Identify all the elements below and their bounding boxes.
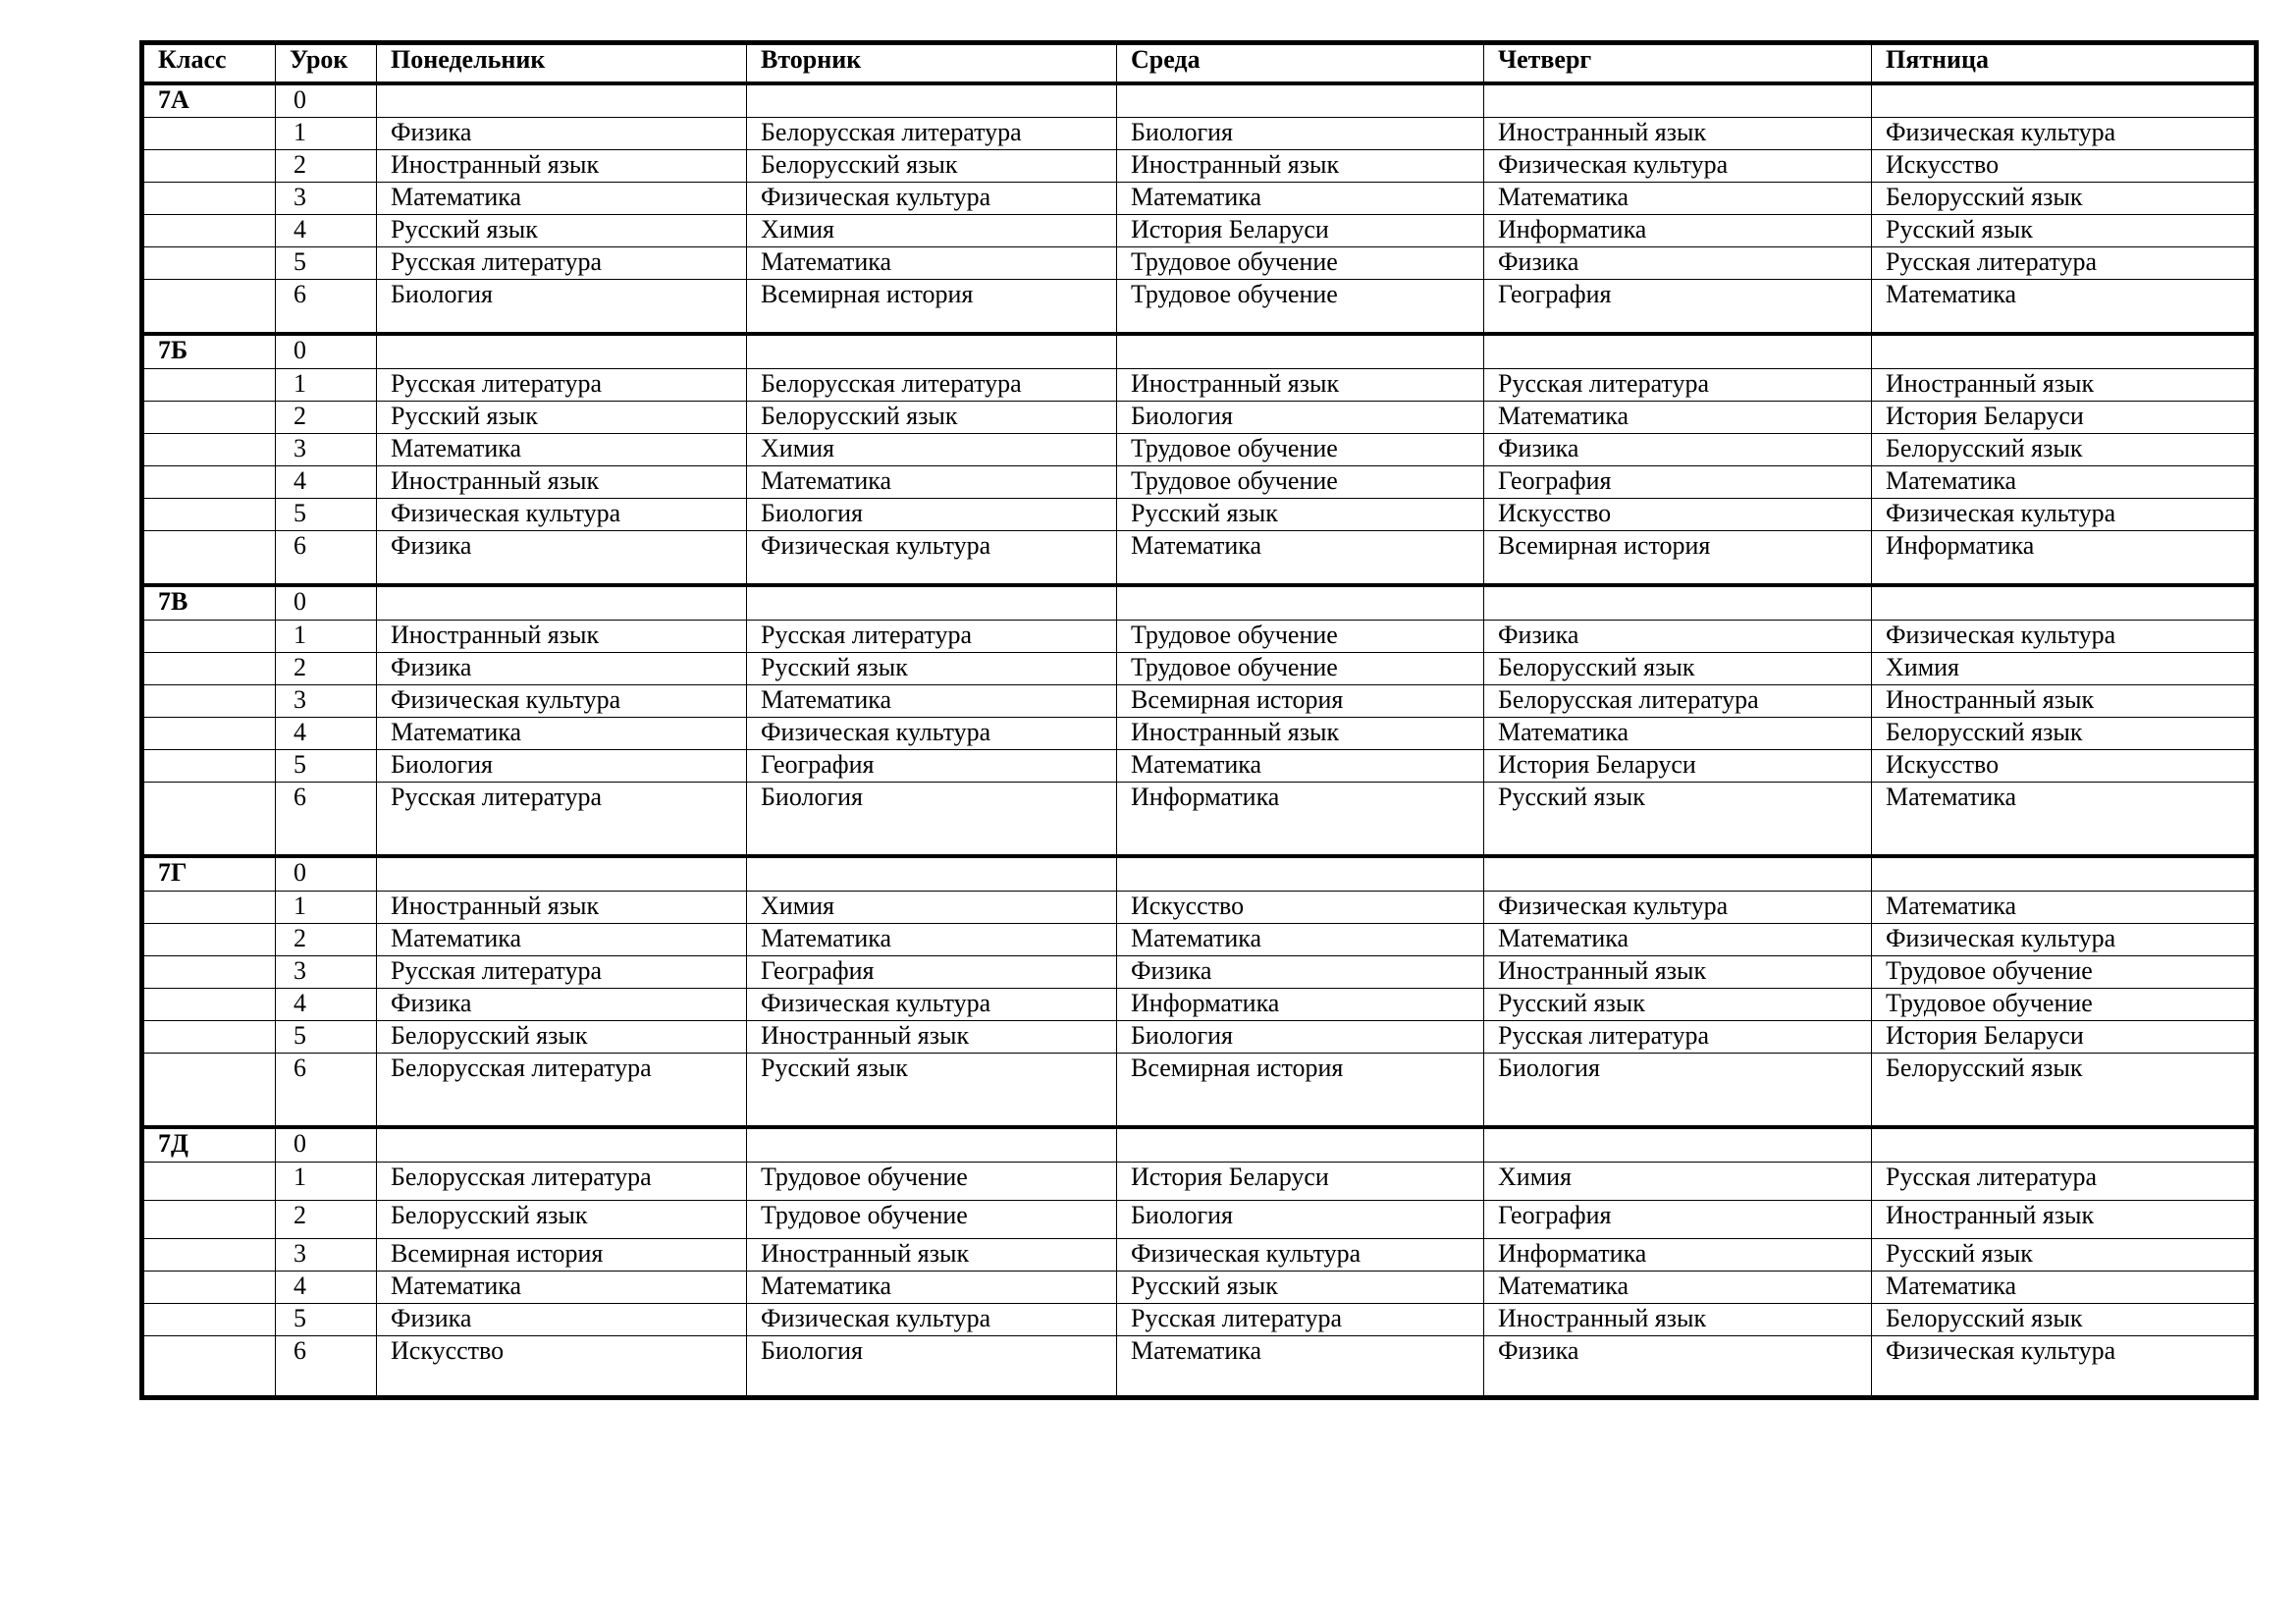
- subject-tuesday: Математика: [747, 684, 1117, 717]
- subject-monday: Иностранный язык: [377, 465, 747, 498]
- subject-tuesday: [747, 83, 1117, 117]
- lesson-number: 2: [276, 1200, 377, 1238]
- subject-monday: Физика: [377, 652, 747, 684]
- header-tuesday: Вторник: [747, 43, 1117, 84]
- subject-thursday: [1484, 856, 1872, 891]
- subject-monday: [377, 585, 747, 620]
- subject-tuesday: Физическая культура: [747, 1303, 1117, 1335]
- subject-monday: Физика: [377, 1303, 747, 1335]
- subject-tuesday: [747, 856, 1117, 891]
- subject-tuesday: Белорусский язык: [747, 149, 1117, 182]
- subject-monday: Русская литература: [377, 782, 747, 856]
- subject-friday: История Беларуси: [1872, 1020, 2257, 1053]
- class-cell: [142, 1053, 276, 1127]
- class-cell: [142, 214, 276, 246]
- subject-friday: Искусство: [1872, 749, 2257, 782]
- lesson-number: 0: [276, 334, 377, 368]
- subject-thursday: Русская литература: [1484, 1020, 1872, 1053]
- lesson-number: 4: [276, 465, 377, 498]
- subject-tuesday: Русский язык: [747, 1053, 1117, 1127]
- table-row: [142, 717, 2257, 749]
- subject-thursday: Физическая культура: [1484, 149, 1872, 182]
- subject-tuesday: Математика: [747, 465, 1117, 498]
- subject-tuesday: Трудовое обучение: [747, 1200, 1117, 1238]
- header-monday: Понедельник: [377, 43, 747, 84]
- subject-friday: [1872, 585, 2257, 620]
- subject-wednesday: Трудовое обучение: [1117, 465, 1484, 498]
- subject-tuesday: География: [747, 955, 1117, 988]
- subject-wednesday: Всемирная история: [1117, 684, 1484, 717]
- class-cell: [142, 1020, 276, 1053]
- subject-monday: Иностранный язык: [377, 149, 747, 182]
- subject-wednesday: История Беларуси: [1117, 214, 1484, 246]
- subject-tuesday: Биология: [747, 1335, 1117, 1397]
- table-row: [142, 214, 2257, 246]
- subject-friday: Русский язык: [1872, 1238, 2257, 1271]
- subject-wednesday: Математика: [1117, 749, 1484, 782]
- header-wednesday: Среда: [1117, 43, 1484, 84]
- subject-friday: Белорусский язык: [1872, 717, 2257, 749]
- lesson-number: 1: [276, 891, 377, 923]
- subject-wednesday: Иностранный язык: [1117, 149, 1484, 182]
- table-row: [142, 149, 2257, 182]
- class-cell: [142, 465, 276, 498]
- header-class: Класс: [142, 43, 276, 84]
- subject-wednesday: Математика: [1117, 1335, 1484, 1397]
- subject-monday: Физическая культура: [377, 684, 747, 717]
- table-row: [142, 856, 2257, 891]
- subject-friday: История Беларуси: [1872, 401, 2257, 433]
- subject-thursday: Математика: [1484, 923, 1872, 955]
- class-cell: [142, 652, 276, 684]
- subject-tuesday: Иностранный язык: [747, 1020, 1117, 1053]
- subject-thursday: Русский язык: [1484, 988, 1872, 1020]
- subject-monday: [377, 1127, 747, 1162]
- subject-wednesday: Всемирная история: [1117, 1053, 1484, 1127]
- class-cell: [142, 368, 276, 401]
- class-cell: [142, 620, 276, 652]
- subject-tuesday: Трудовое обучение: [747, 1162, 1117, 1200]
- class-cell: [142, 530, 276, 585]
- table-row: [142, 1020, 2257, 1053]
- subject-monday: Русская литература: [377, 368, 747, 401]
- table-row: [142, 530, 2257, 585]
- lesson-number: 5: [276, 1303, 377, 1335]
- subject-tuesday: Физическая культура: [747, 717, 1117, 749]
- header-row: [142, 43, 2257, 84]
- subject-thursday: Математика: [1484, 1271, 1872, 1303]
- subject-wednesday: Биология: [1117, 1020, 1484, 1053]
- subject-friday: [1872, 1127, 2257, 1162]
- subject-monday: Математика: [377, 717, 747, 749]
- lesson-number: 5: [276, 749, 377, 782]
- class-cell: [142, 891, 276, 923]
- subject-wednesday: Биология: [1117, 401, 1484, 433]
- subject-tuesday: Иностранный язык: [747, 1238, 1117, 1271]
- subject-monday: Белорусская литература: [377, 1162, 747, 1200]
- subject-wednesday: Русский язык: [1117, 498, 1484, 530]
- subject-monday: Белорусский язык: [377, 1020, 747, 1053]
- subject-tuesday: Всемирная история: [747, 279, 1117, 334]
- subject-monday: Математика: [377, 923, 747, 955]
- subject-wednesday: [1117, 334, 1484, 368]
- subject-thursday: Иностранный язык: [1484, 117, 1872, 149]
- table-row: [142, 246, 2257, 279]
- subject-thursday: Физика: [1484, 620, 1872, 652]
- subject-friday: [1872, 334, 2257, 368]
- lesson-number: 1: [276, 1162, 377, 1200]
- class-cell: [142, 1162, 276, 1200]
- subject-tuesday: Физическая культура: [747, 530, 1117, 585]
- subject-friday: Трудовое обучение: [1872, 988, 2257, 1020]
- class-cell: [142, 955, 276, 988]
- class-name: 7А: [142, 83, 276, 117]
- table-row: [142, 1303, 2257, 1335]
- subject-tuesday: [747, 334, 1117, 368]
- lesson-number: 4: [276, 214, 377, 246]
- subject-friday: Физическая культура: [1872, 923, 2257, 955]
- subject-tuesday: [747, 585, 1117, 620]
- subject-thursday: [1484, 585, 1872, 620]
- subject-friday: Математика: [1872, 1271, 2257, 1303]
- lesson-number: 0: [276, 856, 377, 891]
- subject-thursday: Физика: [1484, 246, 1872, 279]
- subject-monday: Белорусская литература: [377, 1053, 747, 1127]
- subject-friday: Русская литература: [1872, 1162, 2257, 1200]
- lesson-number: 2: [276, 149, 377, 182]
- subject-wednesday: Иностранный язык: [1117, 368, 1484, 401]
- subject-friday: [1872, 856, 2257, 891]
- table-row: [142, 182, 2257, 214]
- subject-wednesday: Трудовое обучение: [1117, 246, 1484, 279]
- subject-friday: Иностранный язык: [1872, 684, 2257, 717]
- subject-monday: Искусство: [377, 1335, 747, 1397]
- header-thursday: Четверг: [1484, 43, 1872, 84]
- subject-friday: Математика: [1872, 891, 2257, 923]
- table-row: [142, 684, 2257, 717]
- subject-wednesday: [1117, 1127, 1484, 1162]
- subject-wednesday: Искусство: [1117, 891, 1484, 923]
- subject-wednesday: Физическая культура: [1117, 1238, 1484, 1271]
- subject-tuesday: География: [747, 749, 1117, 782]
- subject-monday: Математика: [377, 182, 747, 214]
- table-row: [142, 465, 2257, 498]
- subject-tuesday: Белорусская литература: [747, 368, 1117, 401]
- table-row: [142, 1271, 2257, 1303]
- table-row: [142, 1335, 2257, 1397]
- subject-friday: Белорусский язык: [1872, 182, 2257, 214]
- class-cell: [142, 401, 276, 433]
- subject-tuesday: Белорусский язык: [747, 401, 1117, 433]
- class-cell: [142, 279, 276, 334]
- subject-tuesday: Математика: [747, 923, 1117, 955]
- subject-thursday: Химия: [1484, 1162, 1872, 1200]
- schedule-table: [139, 40, 2259, 1400]
- subject-thursday: Русская литература: [1484, 368, 1872, 401]
- subject-monday: [377, 856, 747, 891]
- subject-wednesday: [1117, 856, 1484, 891]
- subject-monday: Биология: [377, 749, 747, 782]
- subject-tuesday: [747, 1127, 1117, 1162]
- table-row: [142, 401, 2257, 433]
- lesson-number: 4: [276, 1271, 377, 1303]
- class-cell: [142, 749, 276, 782]
- subject-wednesday: Русский язык: [1117, 1271, 1484, 1303]
- lesson-number: 0: [276, 585, 377, 620]
- subject-wednesday: [1117, 83, 1484, 117]
- subject-thursday: [1484, 1127, 1872, 1162]
- class-cell: [142, 149, 276, 182]
- table-row: [142, 652, 2257, 684]
- subject-monday: Физика: [377, 988, 747, 1020]
- class-cell: [142, 1200, 276, 1238]
- table-row: [142, 368, 2257, 401]
- class-cell: [142, 988, 276, 1020]
- table-row: [142, 498, 2257, 530]
- subject-thursday: История Беларуси: [1484, 749, 1872, 782]
- class-cell: [142, 498, 276, 530]
- subject-monday: Биология: [377, 279, 747, 334]
- lesson-number: 6: [276, 1335, 377, 1397]
- lesson-number: 5: [276, 498, 377, 530]
- subject-thursday: Русский язык: [1484, 782, 1872, 856]
- subject-thursday: Искусство: [1484, 498, 1872, 530]
- lesson-number: 2: [276, 652, 377, 684]
- class-cell: [142, 246, 276, 279]
- class-cell: [142, 1238, 276, 1271]
- table-row: [142, 1162, 2257, 1200]
- subject-thursday: Физическая культура: [1484, 891, 1872, 923]
- subject-thursday: Всемирная история: [1484, 530, 1872, 585]
- subject-monday: Русская литература: [377, 955, 747, 988]
- table-row: [142, 117, 2257, 149]
- subject-friday: Белорусский язык: [1872, 1303, 2257, 1335]
- subject-friday: Физическая культура: [1872, 117, 2257, 149]
- subject-thursday: Информатика: [1484, 214, 1872, 246]
- subject-wednesday: Трудовое обучение: [1117, 433, 1484, 465]
- subject-monday: Русский язык: [377, 401, 747, 433]
- class-cell: [142, 782, 276, 856]
- subject-friday: Искусство: [1872, 149, 2257, 182]
- subject-monday: Русский язык: [377, 214, 747, 246]
- subject-thursday: Белорусский язык: [1484, 652, 1872, 684]
- subject-monday: Иностранный язык: [377, 620, 747, 652]
- lesson-number: 2: [276, 401, 377, 433]
- subject-wednesday: Биология: [1117, 117, 1484, 149]
- class-cell: [142, 684, 276, 717]
- lesson-number: 3: [276, 182, 377, 214]
- table-row: [142, 1238, 2257, 1271]
- table-row: [142, 1200, 2257, 1238]
- lesson-number: 2: [276, 923, 377, 955]
- table-row: [142, 923, 2257, 955]
- lesson-number: 6: [276, 279, 377, 334]
- subject-thursday: География: [1484, 465, 1872, 498]
- subject-friday: Математика: [1872, 279, 2257, 334]
- lesson-number: 6: [276, 1053, 377, 1127]
- table-row: [142, 83, 2257, 117]
- subject-friday: Физическая культура: [1872, 498, 2257, 530]
- lesson-number: 6: [276, 530, 377, 585]
- subject-wednesday: История Беларуси: [1117, 1162, 1484, 1200]
- lesson-number: 1: [276, 620, 377, 652]
- table-row: [142, 1127, 2257, 1162]
- class-cell: [142, 717, 276, 749]
- subject-monday: Математика: [377, 1271, 747, 1303]
- table-row: [142, 334, 2257, 368]
- subject-wednesday: Математика: [1117, 182, 1484, 214]
- subject-tuesday: Биология: [747, 498, 1117, 530]
- table-row: [142, 782, 2257, 856]
- subject-friday: Информатика: [1872, 530, 2257, 585]
- lesson-number: 5: [276, 1020, 377, 1053]
- class-cell: [142, 1303, 276, 1335]
- lesson-number: 0: [276, 1127, 377, 1162]
- class-cell: [142, 923, 276, 955]
- table-row: [142, 955, 2257, 988]
- table-row: [142, 1053, 2257, 1127]
- subject-thursday: География: [1484, 1200, 1872, 1238]
- subject-friday: Иностранный язык: [1872, 368, 2257, 401]
- lesson-number: 5: [276, 246, 377, 279]
- subject-friday: Русская литература: [1872, 246, 2257, 279]
- subject-thursday: География: [1484, 279, 1872, 334]
- subject-monday: Физика: [377, 117, 747, 149]
- subject-monday: Математика: [377, 433, 747, 465]
- lesson-number: 3: [276, 684, 377, 717]
- lesson-number: 4: [276, 717, 377, 749]
- table-row: [142, 749, 2257, 782]
- subject-wednesday: Трудовое обучение: [1117, 279, 1484, 334]
- subject-thursday: Иностранный язык: [1484, 955, 1872, 988]
- subject-wednesday: [1117, 585, 1484, 620]
- subject-friday: Трудовое обучение: [1872, 955, 2257, 988]
- subject-wednesday: Математика: [1117, 923, 1484, 955]
- lesson-number: 4: [276, 988, 377, 1020]
- table-row: [142, 988, 2257, 1020]
- subject-friday: Физическая культура: [1872, 1335, 2257, 1397]
- subject-thursday: Математика: [1484, 717, 1872, 749]
- subject-thursday: Биология: [1484, 1053, 1872, 1127]
- subject-wednesday: Биология: [1117, 1200, 1484, 1238]
- class-cell: [142, 1271, 276, 1303]
- lesson-number: 6: [276, 782, 377, 856]
- subject-friday: Белорусский язык: [1872, 1053, 2257, 1127]
- subject-monday: Иностранный язык: [377, 891, 747, 923]
- lesson-number: 3: [276, 433, 377, 465]
- subject-tuesday: Русский язык: [747, 652, 1117, 684]
- subject-tuesday: Физическая культура: [747, 182, 1117, 214]
- class-cell: [142, 433, 276, 465]
- lesson-number: 3: [276, 955, 377, 988]
- subject-friday: Физическая культура: [1872, 620, 2257, 652]
- table-row: [142, 891, 2257, 923]
- subject-tuesday: Физическая культура: [747, 988, 1117, 1020]
- subject-monday: Физическая культура: [377, 498, 747, 530]
- subject-tuesday: Математика: [747, 246, 1117, 279]
- table-row: [142, 433, 2257, 465]
- subject-monday: [377, 334, 747, 368]
- subject-thursday: Белорусская литература: [1484, 684, 1872, 717]
- header-friday: Пятница: [1872, 43, 2257, 84]
- subject-wednesday: Информатика: [1117, 988, 1484, 1020]
- subject-friday: Иностранный язык: [1872, 1200, 2257, 1238]
- table-row: [142, 279, 2257, 334]
- subject-wednesday: Трудовое обучение: [1117, 652, 1484, 684]
- subject-thursday: Информатика: [1484, 1238, 1872, 1271]
- lesson-number: 1: [276, 368, 377, 401]
- subject-wednesday: Информатика: [1117, 782, 1484, 856]
- subject-friday: Белорусский язык: [1872, 433, 2257, 465]
- table-row: [142, 585, 2257, 620]
- subject-tuesday: Химия: [747, 891, 1117, 923]
- subject-tuesday: Математика: [747, 1271, 1117, 1303]
- subject-wednesday: Математика: [1117, 530, 1484, 585]
- schedule-body: [142, 83, 2257, 1397]
- subject-friday: Химия: [1872, 652, 2257, 684]
- subject-tuesday: Химия: [747, 214, 1117, 246]
- subject-wednesday: Трудовое обучение: [1117, 620, 1484, 652]
- subject-wednesday: Физика: [1117, 955, 1484, 988]
- subject-thursday: Физика: [1484, 1335, 1872, 1397]
- subject-friday: [1872, 83, 2257, 117]
- subject-thursday: Математика: [1484, 401, 1872, 433]
- subject-thursday: [1484, 83, 1872, 117]
- subject-tuesday: Химия: [747, 433, 1117, 465]
- subject-thursday: Физика: [1484, 433, 1872, 465]
- subject-monday: Физика: [377, 530, 747, 585]
- lesson-number: 3: [276, 1238, 377, 1271]
- class-name: 7Б: [142, 334, 276, 368]
- subject-thursday: Математика: [1484, 182, 1872, 214]
- subject-thursday: [1484, 334, 1872, 368]
- subject-thursday: Иностранный язык: [1484, 1303, 1872, 1335]
- subject-wednesday: Русская литература: [1117, 1303, 1484, 1335]
- subject-tuesday: Биология: [747, 782, 1117, 856]
- subject-monday: [377, 83, 747, 117]
- lesson-number: 0: [276, 83, 377, 117]
- header-lesson: Урок: [276, 43, 377, 84]
- subject-monday: Белорусский язык: [377, 1200, 747, 1238]
- subject-monday: Всемирная история: [377, 1238, 747, 1271]
- class-name: 7Г: [142, 856, 276, 891]
- subject-friday: Математика: [1872, 465, 2257, 498]
- class-cell: [142, 117, 276, 149]
- lesson-number: 1: [276, 117, 377, 149]
- subject-friday: Математика: [1872, 782, 2257, 856]
- class-name: 7В: [142, 585, 276, 620]
- table-row: [142, 620, 2257, 652]
- subject-tuesday: Русская литература: [747, 620, 1117, 652]
- subject-monday: Русская литература: [377, 246, 747, 279]
- subject-tuesday: Белорусская литература: [747, 117, 1117, 149]
- class-cell: [142, 1335, 276, 1397]
- class-cell: [142, 182, 276, 214]
- class-name: 7Д: [142, 1127, 276, 1162]
- subject-wednesday: Иностранный язык: [1117, 717, 1484, 749]
- subject-friday: Русский язык: [1872, 214, 2257, 246]
